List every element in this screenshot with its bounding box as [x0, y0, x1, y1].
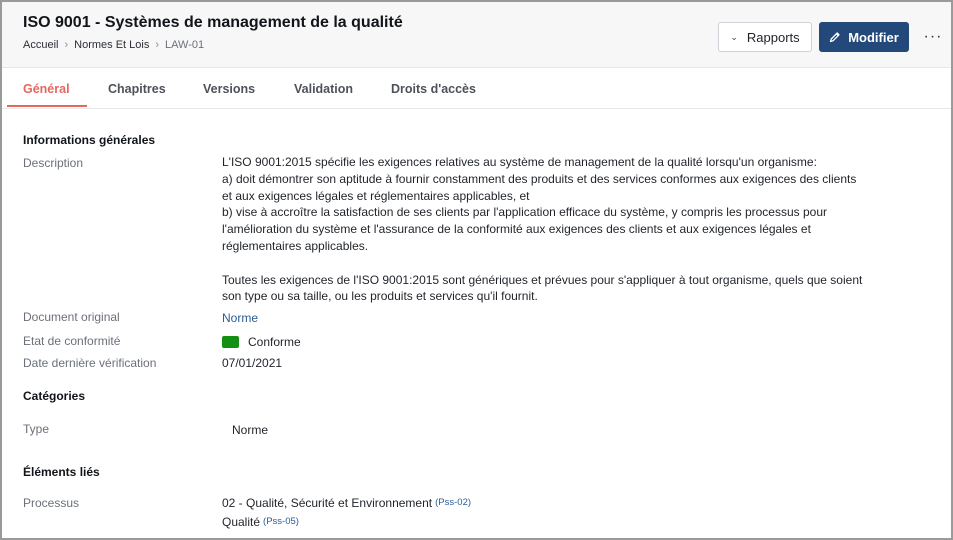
conformity-text: Conforme: [248, 335, 301, 349]
chevron-down-icon: ⌄: [730, 31, 738, 42]
breadcrumb-home[interactable]: Accueil: [23, 39, 59, 51]
status-square-icon: [222, 336, 239, 348]
modifier-label: Modifier: [848, 29, 899, 45]
breadcrumb-current: LAW-01: [165, 39, 205, 51]
active-tab-indicator: [7, 105, 87, 107]
processus-name: 02 - Qualité, Sécurité et Environnement: [222, 496, 433, 510]
processus-item: [222, 496, 471, 510]
document-original-link[interactable]: Norme: [222, 311, 259, 325]
section-informations-generales: Informations générales: [23, 133, 156, 147]
tab-validation[interactable]: Validation: [294, 82, 354, 96]
description-line: a) doit démontrer son aptitude à fournir constamment des produits et des services conformes aux exigences des clients: [222, 171, 857, 186]
processus-ref-link[interactable]: (Pss-02): [435, 497, 472, 508]
description-line: l'amélioration du système et l'assurance de la conformité aux exigences des clients et aux exigences légales et: [222, 222, 811, 237]
more-options-icon[interactable]: ···: [923, 28, 943, 45]
date-verification-label: Date dernière vérification: [23, 356, 157, 370]
tab-general[interactable]: Général: [23, 82, 70, 96]
processus-ref-link[interactable]: (Pss-05): [263, 516, 299, 527]
description-line: son type ou sa taille, ou les produits et services qu'il fournit.: [222, 289, 538, 304]
page-header: [2, 2, 951, 68]
tab-chapitres[interactable]: Chapitres: [108, 82, 166, 96]
breadcrumb: [23, 39, 204, 51]
description-line: Toutes les exigences de l'ISO 9001:2015 sont génériques et prévues pour s'appliquer à tout organisme, quels que soient: [222, 272, 863, 287]
tab-droits-acces[interactable]: Droits d'accès: [391, 82, 476, 96]
tab-bar: [2, 69, 951, 109]
rapports-label: Rapports: [746, 29, 800, 45]
processus-name: Qualité: [222, 515, 261, 529]
type-label: Type: [23, 422, 50, 436]
chevron-right-icon: ›: [155, 39, 160, 51]
date-verification-value: 07/01/2021: [222, 356, 283, 370]
type-value: Norme: [232, 423, 269, 437]
processus-item: [222, 515, 299, 529]
tab-versions[interactable]: Versions: [203, 82, 256, 96]
description-text: [222, 154, 902, 305]
rapports-button[interactable]: [718, 22, 812, 52]
section-elements-lies: Éléments liés: [23, 465, 100, 479]
processus-label: Processus: [23, 496, 80, 510]
description-line: b) vise à accroître la satisfaction de ses clients par l'application efficace du système, y compris les processus pour: [222, 205, 828, 220]
document-original-label: Document original: [23, 310, 120, 324]
page-title: ISO 9001 - Systèmes de management de la qualité: [23, 14, 403, 31]
etat-conformite-label: Etat de conformité: [23, 334, 121, 348]
pencil-icon: [829, 31, 841, 43]
description-line: L'ISO 9001:2015 spécifie les exigences relatives au système de management de la qualité lorsqu'un organisme:: [222, 155, 817, 169]
section-categories: Catégories: [23, 389, 86, 403]
chevron-right-icon: ›: [64, 39, 69, 51]
paragraph-gap: [222, 255, 902, 272]
etat-conformite-value: [222, 335, 301, 349]
description-line: et aux exigences légales et réglementaires applicables, et: [222, 188, 530, 203]
modifier-button[interactable]: [819, 22, 909, 52]
breadcrumb-normes-et-lois[interactable]: Normes Et Lois: [74, 39, 150, 51]
description-line: réglementaires applicables.: [222, 238, 369, 253]
description-label: Description: [23, 156, 84, 170]
